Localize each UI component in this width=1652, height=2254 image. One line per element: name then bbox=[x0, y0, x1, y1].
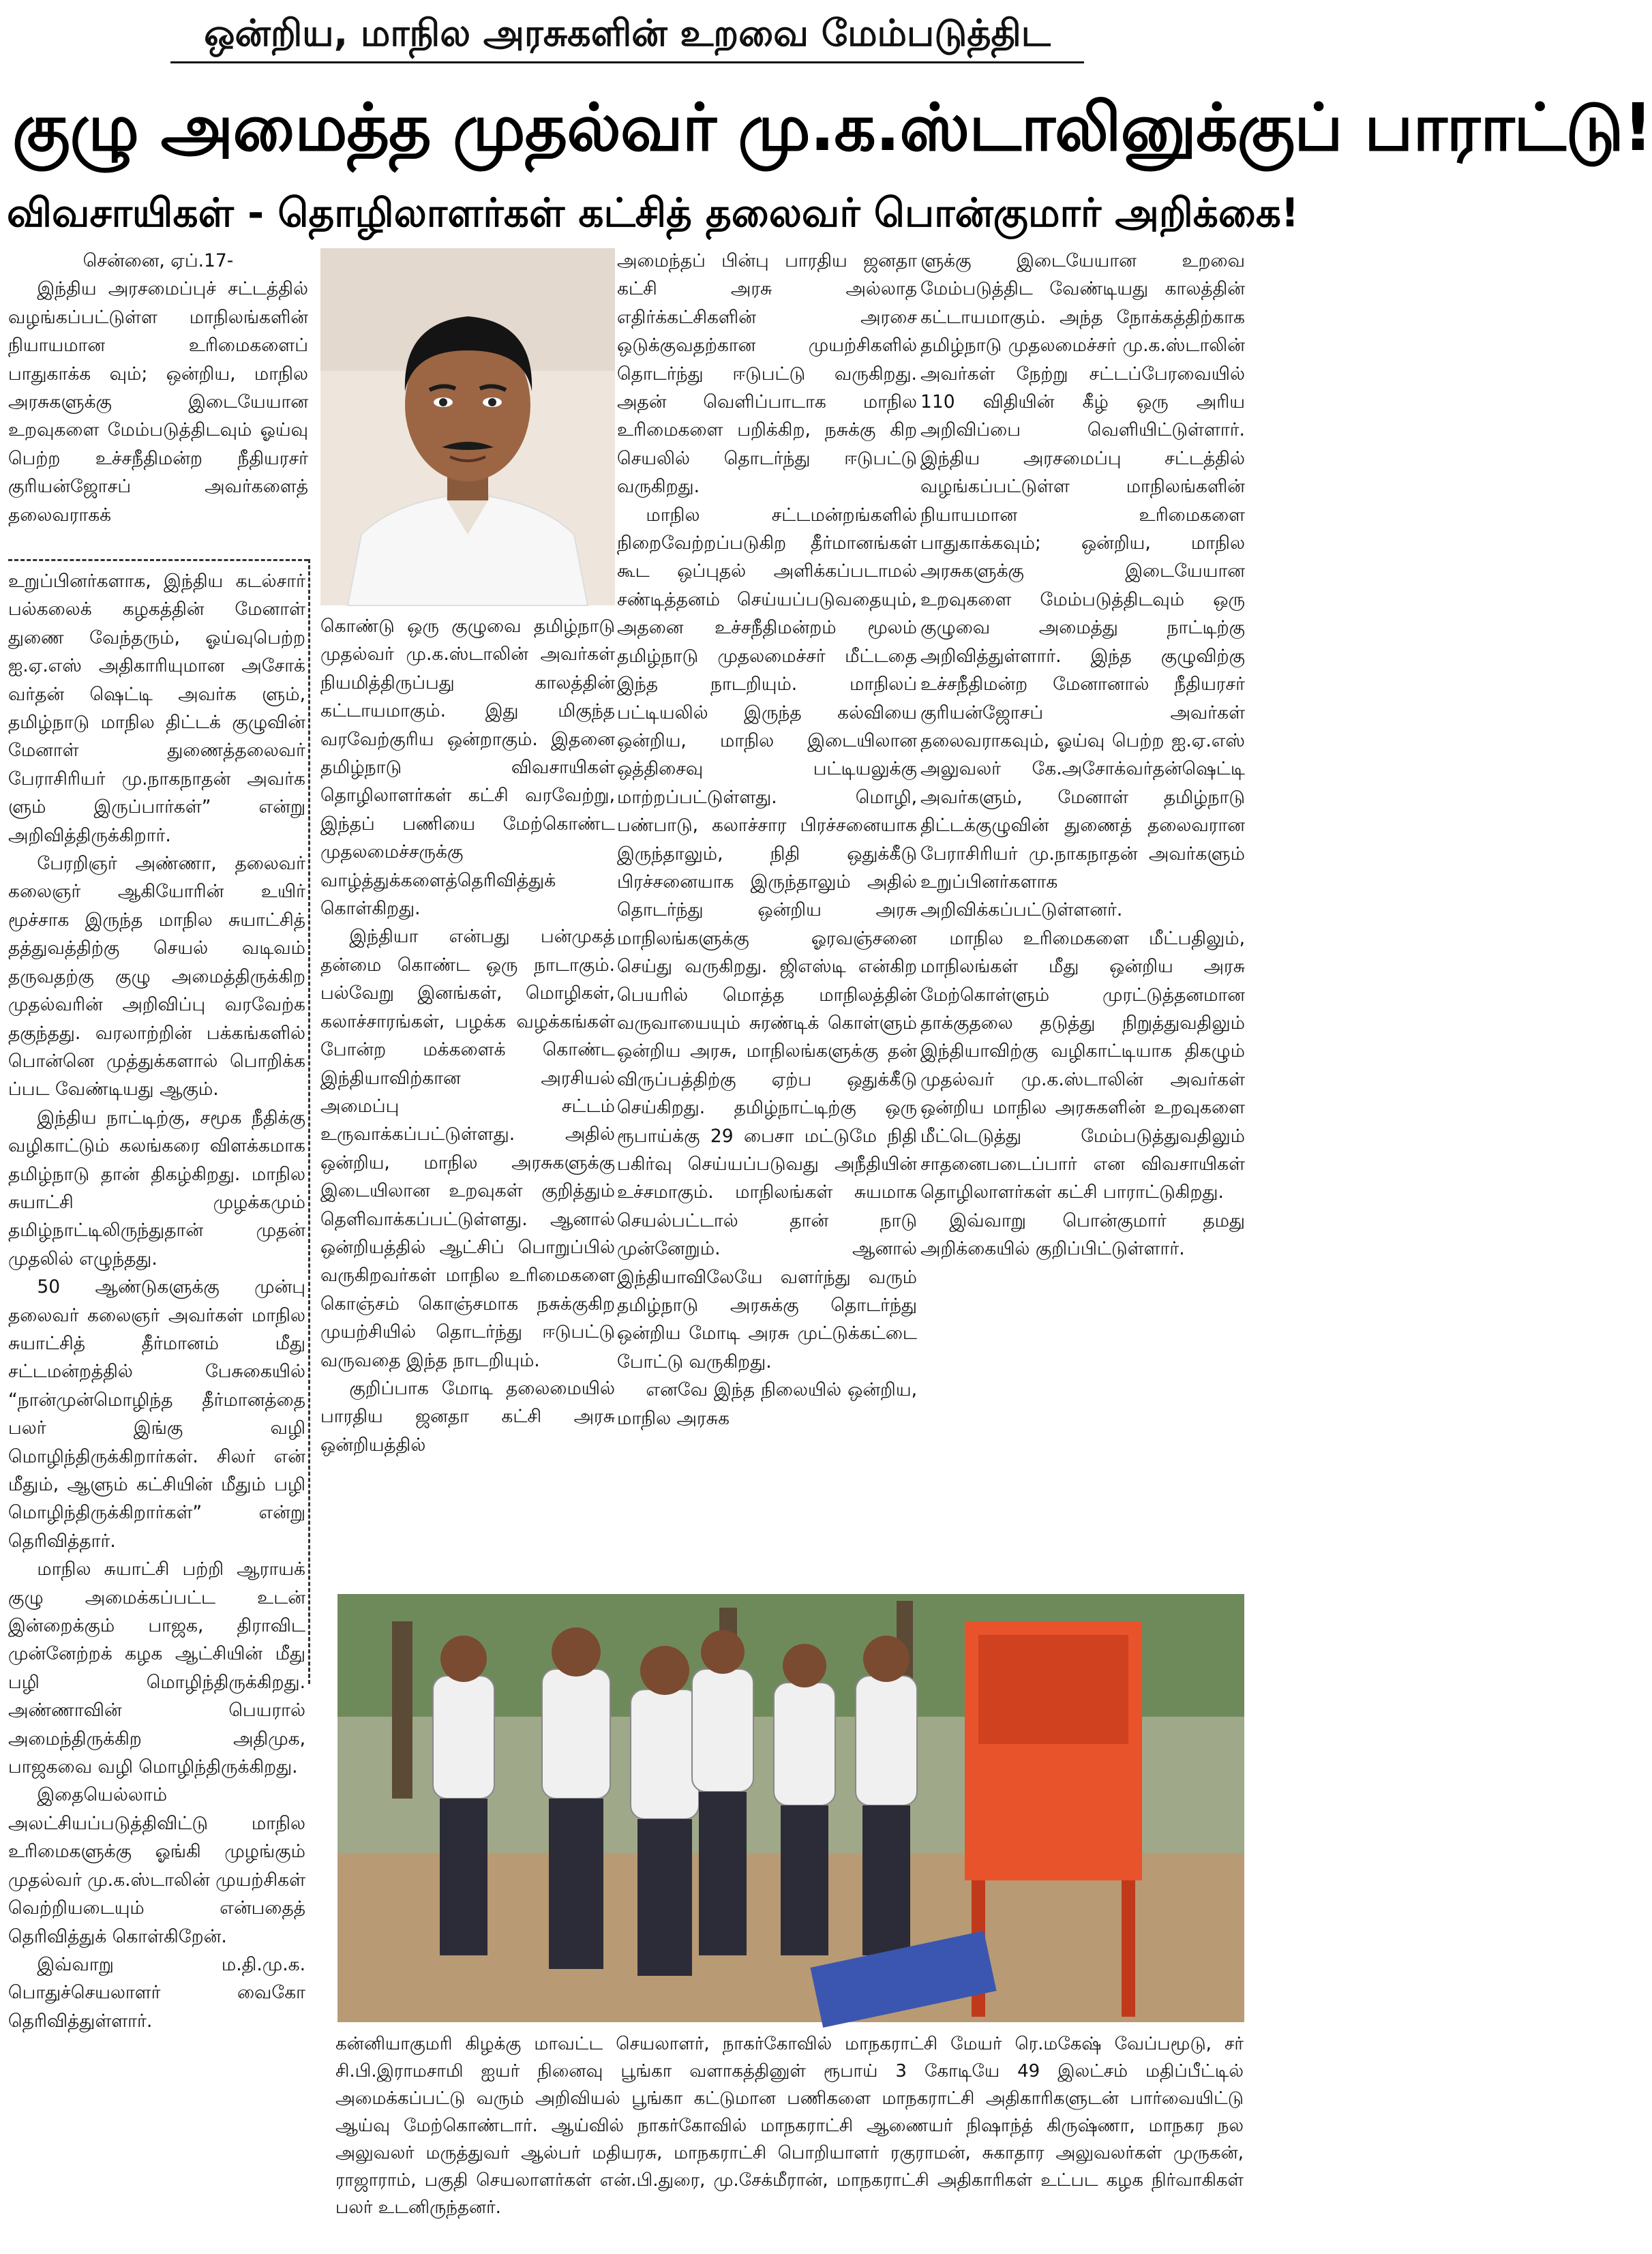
event-photo bbox=[337, 1594, 1244, 2022]
paragraph: இதையெல்லாம் அலட்சியப்படுத்திவிட்டு மாநில உரிமைகளுக்கு ஓங்கி முழங்கும் முதல்வர் மு.க.ஸ்டாலின் முயற்சிகள் வெற்றியடையும் என்பதைத் தெரிவித்துக் கொள்கிறேன். bbox=[8, 1784, 305, 1947]
main-headline: குழு அமைத்த முதல்வர் மு.க.ஸ்டாலினுக்குப் பாராட்டு! bbox=[12, 89, 1652, 166]
paragraph: இந்திய நாட்டிற்கு, சமூக நீதிக்கு வழிகாட்டும் கலங்கரை விளக்கமாக தமிழ்நாடு தான் திகழ்கிறது. மாநில சுயாட்சி முழக்கமும் தமிழ்நாட்டிலிருந்துதான் முதன் முதலில் எழுந்தது. bbox=[8, 1107, 305, 1269]
paragraph: பேரறிஞர் அண்ணா, தலைவர் கலைஞர் ஆகியோரின் உயிர் மூச்சாக இருந்த மாநில சுயாட்சித் தத்துவத்திற்கு செயல் வடிவம் தருவதற்கு குழு அமைத்திருக்கிற முதல்வரின் அறிவிப்பு வரவேற்க தகுந்தது. வரலாற்றின் பக்கங்களில் பொன்னெ முத்துக்களால் பொறிக்க ப்பட வேண்டியது ஆகும். bbox=[8, 853, 305, 1100]
column-2 bbox=[320, 612, 615, 1591]
kicker-headline: ஒன்றிய, மாநில அரசுகளின் உறவை மேம்படுத்திட bbox=[170, 5, 1084, 63]
paragraph: மாநில சட்டமன்றங்களில் நிறைவேற்றப்படுகிற தீர்மானங்கள் கூட ஒப்புதல் அளிக்கப்படாமல் சண்டித்தனம் செய்யப்படுவதையும், அதனை உச்சநீதிமன்றம் மூலம் தமிழ்நாடு முதலமைச்சர் மீட்டதை இந்த நாடறியும். மாநிலப் பட்டியலில் இருந்த கல்வியை ஒன்றிய, மாநில இடையிலான ஒத்திசைவு பட்டியலுக்கு மாற்றப்பட்டுள்ளது. மொழி, பண்பாடு, கலாச்சார பிரச்சனையாக இருந்தாலும், நிதி ஒதுக்கீடு பிரச்சனையாக இருந்தாலும் அதில் தொடர்ந்து ஒன்றிய அரசு மாநிலங்களுக்கு ஓரவஞ்சனை செய்து வருகிறது. ஜிஎஸ்டி என்கிற பெயரில் மொத்த மாநிலத்தின் வருவாயையும் சுரண்டிக் கொள்ளும் ஒன்றிய அரசு, மாநிலங்களுக்கு தன் விருப்பத்திற்கு ஏற்ப ஒதுக்கீடு செய்கிறது. தமிழ்நாட்டிற்கு ஒரு ரூபாய்க்கு 29 பைசா மட்டுமே நிதி பகிர்வு செய்யப்படுவது அநீதியின் உச்சமாகும். மாநிலங்கள் சுயமாக செயல்பட்டால் தான் நாடு முன்னேறும். ஆனால் இந்தியாவிலேயே வளர்ந்து வரும் தமிழ்நாடு அரசுக்கு தொடர்ந்து ஒன்றிய மோடி அரசு முட்டுக்கட்டை போட்டு வருகிறது. bbox=[617, 504, 917, 1372]
paragraph: உறுப்பினர்களாக, இந்திய கடல்சார் பல்கலைக் கழகத்தின் மேனாள் துணை வேந்தரும், ஓய்வுபெற்ற ஐ.ஏ.எஸ் அதிகாரியுமான அசோக் வர்தன் ஷெட்டி அவர்க ளும், தமிழ்நாடு மாநில திட்டக் குழுவின் மேனாள் துணைத்தலைவர் பேராசிரியர் மு.நாகநாதன் அவர்க ளும் இருப்பார்கள்” என்று அறிவித்திருக்கிறார். bbox=[8, 571, 305, 846]
paragraph: கொண்டு ஒரு குழுவை தமிழ்நாடு முதல்வர் மு.க.ஸ்டாலின் அவர்கள் நியமித்திருப்பது காலத்தின் கட்டாயமாகும். இது மிகுந்த வரவேற்குரிய ஒன்றாகும். இதனை தமிழ்நாடு விவசாயிகள் தொழிலாளர்கள் கட்சி வரவேற்று, இந்தப் பணியை மேற்கொண்ட முதலமைச்சருக்கு வாழ்த்துக்களைத்தெரிவித்துக் கொள்கிறது. bbox=[320, 616, 615, 920]
dashed-divider bbox=[8, 559, 308, 561]
portrait-photo bbox=[320, 248, 615, 605]
paragraph: ளுக்கு இடையேயான உறவை மேம்படுத்திட வேண்டியது காலத்தின் கட்டாயமாகும். அந்த நோக்கத்திற்காக தமிழ்நாடு முதலமைச்சர் மு.க.ஸ்டாலின் அவர்கள் நேற்று சட்டப்பேரவையில் 110 விதியின் கீழ் ஒரு அரிய அறிவிப்பை வெளியிட்டுள்ளார். இந்திய அரசமைப்பு சட்டத்தில் வழங்கப்பட்டுள்ள மாநிலங்களின் நியாயமான உரிமைகளை பாதுகாக்கவும்; ஒன்றிய, மாநில அரசுகளுக்கு இடையேயான உறவுகளை மேம்படுத்திடவும் ஒரு குழுவை அமைத்து நாட்டிற்கு அறிவித்துள்ளார். இந்த குழுவிற்கு உச்சநீதிமன்ற மேனானால் நீதியரசர் குரியன்ஜோசப் அவர்கள் தலைவராகவும், ஓய்வு பெற்ற ஐ.ஏ.எஸ் அலுவலர் கே.அசோக்வர்தன்ஷெட்டி அவர்களும், மேனாள் தமிழ்நாடு திட்டக்குழுவின் துணைத் தலைவரான பேராசிரியர் மு.நாகநாதன் அவர்களும் உறுப்பினர்களாக அறிவிக்கப்பட்டுள்ளனர். bbox=[920, 250, 1245, 921]
column-3 bbox=[617, 247, 917, 1593]
paragraph: அமைந்தப் பின்பு பாரதிய ஜனதா கட்சி அரசு அல்லாத எதிர்க்கட்சிகளின் அரசை ஒடுக்குவதற்கான முயற்சிகளில் தொடர்ந்து ஈடுபட்டு வருகிறது. அதன் வெளிப்பாடாக மாநில உரிமைகளை பறிக்கிற, நசுக்கு கிற செயலில் தொடர்ந்து ஈடுபட்டு வருகிறது. bbox=[617, 250, 917, 498]
dateline: சென்னை, ஏப்.17- bbox=[82, 250, 234, 271]
column-1-bottom bbox=[8, 567, 305, 2236]
paragraph: மாநில உரிமைகளை மீட்பதிலும், மாநிலங்கள் மீது ஒன்றிய அரசு மேற்கொள்ளும் முரட்டுத்தனமான தாக்குதலை தடுத்து நிறுத்துவதிலும் இந்தியாவிற்கு வழிகாட்டியாக திகழும் முதல்வர் மு.க.ஸ்டாலின் அவர்கள் ஒன்றிய மாநில அரசுகளின் உறவுகளை மீட்டெடுத்து மேம்படுத்துவதிலும் சாதனைபடைப்பார் என விவசாயிகள் தொழிலாளர்கள் கட்சி பாராட்டுகிறது. bbox=[920, 927, 1245, 1203]
portrait-icon bbox=[320, 248, 615, 605]
sub-headline: விவசாயிகள் - தொழிலாளர்கள் கட்சித் தலைவர் பொன்குமார் அறிக்கை! bbox=[7, 190, 1300, 236]
paragraph: இவ்வாறு பொன்குமார் தமது அறிக்கையில் குறிப்பிட்டுள்ளார். bbox=[920, 1209, 1245, 1260]
column-1-top bbox=[8, 247, 308, 560]
paragraph: 50 ஆண்டுகளுக்கு முன்பு தலைவர் கலைஞர் அவர்கள் மாநில சுயாட்சித் தீர்மானம் மீது சட்டமன்றத்தில் பேசுகையில் “நான்முன்மொழிந்த தீர்மானத்தை பலர் இங்கு வழி மொழிந்திருக்கிறார்கள். சிலர் என் மீதும், ஆளும் கட்சியின் மீதும் பழி மொழிந்திருக்கிறார்கள்” என்று தெரிவித்தார். bbox=[8, 1276, 305, 1552]
column-4 bbox=[920, 247, 1245, 1593]
dashed-divider-vertical bbox=[308, 559, 310, 1684]
paragraph: குறிப்பாக மோடி தலைமையில் பாரதிய ஜனதா கட்சி அரசு ஒன்றியத்தில் bbox=[320, 1377, 615, 1456]
photo-caption: கன்னியாகுமரி கிழக்கு மாவட்ட செயலாளர், நாகர்கோவில் மாநகராட்சி மேயர் ரெ.மகேஷ் வேப்பமூடு, சர் சி.பி.இராமசாமி ஐயர் நினைவு பூங்கா வளாகத்தினுள் ரூபாய் 3 கோடியே 49 இலட்சம் மதிப்பீட்டில் அமைக்கப்பட்டு வரும் அறிவியல் பூங்கா கட்டுமான பணிகளை மாநகராட்சி அதிகாரிகளுடன் பார்வையிட்டு ஆய்வு மேற்கொண்டார். ஆய்வில் நாகர்கோவில் மாநகராட்சி ஆணையர் நிஷாந்த் கிருஷ்ணா, மாநகர நல அலுவலர் மருத்துவர் ஆல்பர் மதியரசு, மாநகராட்சி பொறியாளர் ரகுராமன், சுகாதார அலுவலர்கள் முருகன், ராஜாராம், பகுதி செயலாளர்கள் என்.பி.துரை, மு.சேக்மீரான், மாநகராட்சி அதிகாரிகள் உட்பட கழக நிர்வாகிகள் பலர் உடனிருந்தனர். bbox=[335, 2034, 1244, 2218]
paragraph: எனவே இந்த நிலையில் ஒன்றிய, மாநில அரசுக bbox=[617, 1379, 917, 1429]
paragraph: இந்தியா என்பது பன்முகத் தன்மை கொண்ட ஒரு நாடாகும். பல்வேறு இனங்கள், மொழிகள், கலாச்சாரங்கள், பழக்க வழக்கங்கள் போன்ற மக்களைக் கொண்ட இந்தியாவிற்கான அரசியல் அமைப்பு சட்டம் உருவாக்கப்பட்டுள்ளது. அதில் ஒன்றிய, மாநில அரசுகளுக்கு இடையிலான உறவுகள் குறித்தும் தெளிவாக்கப்பட்டுள்ளது. ஆனால் ஒன்றியத்தில் ஆட்சிப் பொறுப்பில் வருகிறவர்கள் மாநில உரிமைகளை கொஞ்சம் கொஞ்சமாக நசுக்குகிற முயற்சியில் தொடர்ந்து ஈடுபட்டு வருவதை இந்த நாடறியும். bbox=[320, 926, 615, 1371]
paragraph: இவ்வாறு ம.தி.மு.க. பொதுச்செயலாளர் வைகோ தெரிவித்துள்ளார். bbox=[8, 1953, 305, 2032]
paragraph: மாநில சுயாட்சி பற்றி ஆராயக் குழு அமைக்கப்பட்ட உடன் இன்றைக்கும் பாஜக, திராவிட முன்னேற்றக் கழக ஆட்சியின் மீது பழி மொழிந்திருக்கிறது. அண்ணாவின் பெயரால் அமைந்திருக்கிற அதிமுக, பாஜகவை வழி மொழிந்திருக்கிறது. bbox=[8, 1559, 305, 1778]
paragraph: இந்திய அரசமைப்புச் சட்டத்தில் வழங்கப்பட்டுள்ள மாநிலங்களின் நியாயமான உரிமைகளைப் பாதுகாக்க வும்; ஒன்றிய, மாநில அரசுகளுக்கு இடையேயான உறவுகளை மேம்படுத்திடவும் ஓய்வு பெற்ற உச்சநீதிமன்ற நீதியரசர் குரியன்ஜோசப் அவர்களைத் தலைவராகக் bbox=[8, 278, 308, 526]
event-icon bbox=[337, 1594, 1244, 2022]
